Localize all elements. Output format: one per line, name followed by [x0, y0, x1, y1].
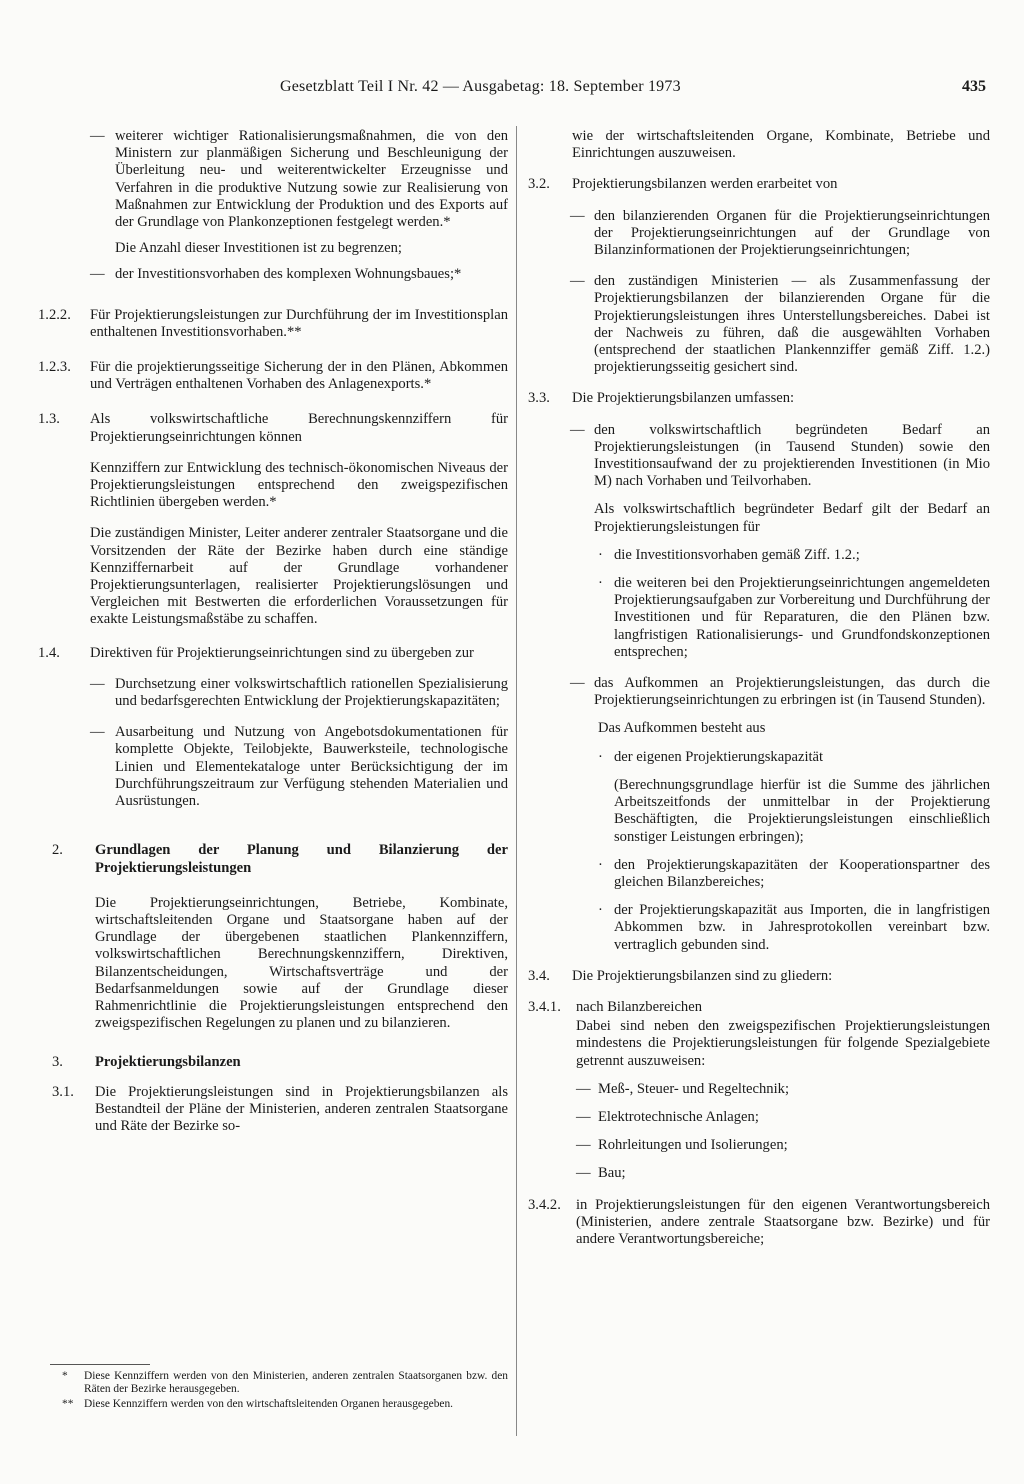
paragraph: wie der wirtschaftsleitenden Organe, Kombinate, Betriebe und Einrichtungen auszuweisen. [572, 128, 990, 162]
section-number: 3.4.1. [528, 998, 561, 1015]
bullet-item-text: die weiteren bei den Projektierungseinrichtungen angemeldeten Projektierungsaufgaben zur Vorbereitung und Durchführung der Investitionen und für Reparaturen, die den Plänen bzw. langfristigen Rationalisierungs- und Grundfondskonzeptionen entsprechen; [614, 575, 990, 660]
paragraph: Dabei sind neben den zweigspezifischen Projektierungsleistungen mindestens die Projektierungsleistungen für folgende Spezialgebiete getrennt auszuweisen: [576, 1018, 990, 1069]
bullet-marker: · [598, 546, 603, 563]
dash-marker: — [570, 273, 585, 290]
paragraph: Als volkswirtschaftlich begründeter Bedarf gilt der Bedarf an Projektierungsleistungen für [594, 501, 990, 535]
section-text: Die Projektierungsleistungen sind in Projektierungsbilanzen als Bestandteil der Pläne der Ministerien, anderen zentralen Staatsorgane und Räte der Bezirke so- [95, 1083, 508, 1134]
dash-item-text: Rohrleitungen und Isolierungen; [598, 1137, 788, 1154]
bullet-item-text: den Projektierungskapazitäten der Kooperationspartner des gleichen Bilanzbereiches; [614, 856, 990, 890]
dash-item-text: das Aufkommen an Projektierungsleistungen, das durch die Projektierungseinrichtungen zu erbringen ist (in Tausend Stunden). [594, 675, 990, 709]
bullet-item [528, 547, 990, 564]
dash-item-text: den bilanzierenden Organen für die Projektierungseinrichtungen der Projektierungseinrichtungen auf der Grundlage von Bilanzinformationen der Projektierungseinrichtungen; [594, 207, 990, 259]
dash-item [528, 422, 990, 491]
dash-marker: — [90, 724, 105, 741]
bullet-marker: · [598, 902, 603, 919]
dash-item [528, 675, 990, 709]
section-number: 3.2. [528, 176, 550, 193]
left-column [38, 128, 508, 1135]
section-3-4-2 [528, 1197, 990, 1249]
section-3-2 [528, 176, 990, 193]
section-number: 3.3. [528, 390, 550, 407]
dash-marker: — [576, 1165, 591, 1182]
bullet-item-text: der eigenen Projektierungskapazität [614, 748, 824, 765]
dash-item-text: der Investitionsvorhaben des komplexen Wohnungsbaues;* [115, 266, 462, 283]
section-text: Als volkswirtschaftliche Berechnungskennziffern für Projektierungseinrichtungen können [90, 411, 508, 445]
bullet-item [528, 575, 990, 661]
section-3-4 [528, 968, 990, 985]
dash-marker: — [576, 1108, 591, 1125]
section-number: 3.1. [52, 1083, 74, 1100]
bullet-marker: · [598, 748, 603, 765]
paragraph: Die Anzahl dieser Investitionen ist zu begrenzen; [115, 240, 402, 257]
section-number: 2. [52, 842, 63, 859]
dash-marker: — [570, 207, 585, 224]
dash-item-text: Durchsetzung einer volkswirtschaftlich rationellen Spezialisierung und bedarfsgerechten Entwicklung der Projektierungskapazitäten; [115, 675, 508, 710]
paragraph: Kennziffern zur Entwicklung des technisch-ökonomischen Niveaus der Projektierungsleistungen entsprechend den zweigspezifischen Richtlinien übergeben werden.* [90, 459, 508, 511]
bullet-item [528, 902, 990, 954]
footnote-marker: ** [62, 1398, 74, 1410]
bullet-item [528, 857, 990, 891]
section-text: nach Bilanzbereichen [576, 998, 703, 1015]
dash-item [528, 1109, 990, 1126]
dash-item-text: den volkswirtschaftlich begründeten Bedarf an Projektierungsleistungen (in Tausend Stunden) sowie den Investitionsaufwand der zu projektierenden Investitionen (in Mio M) nach Vorhaben und Teilvorhaben. [594, 421, 990, 490]
section-3-4-1 [528, 999, 990, 1016]
section-3-heading [38, 1054, 508, 1071]
section-title: Projektierungsbilanzen [95, 1054, 241, 1071]
footnote-text: Diese Kennziffern werden von den Ministerien, anderen zentralen Staatsorganen bzw. den Räten der Bezirke herausgegeben. [84, 1370, 508, 1395]
paragraph: Die Projektierungseinrichtungen, Betriebe, Kombinate, wirtschaftsleitenden Organe und Staatsorgane haben auf der Grundlage der übergebenen staatlichen Plankennziffern, volkswirtschaftlichen Berechnungskennziffern, Direktiven, Bilanzentscheidungen, Wirtschaftsverträge und der Bedarfsanmeldungen sowie auf der Grundlage dieser Rahmenrichtlinie die Projektierungsleistungen entsprechend den zweigspezifischen Regelungen zu planen und zu bilanzieren. [95, 894, 508, 1032]
section-text: Für Projektierungsleistungen zur Durchführung der im Investitionsplan enthaltenen Investitionsvorhaben.** [90, 306, 508, 340]
section-3-1 [38, 1084, 508, 1136]
dash-item [38, 724, 508, 810]
bullet-item-text: der Projektierungskapazität aus Importen, die in langfristigen Abkommen bzw. in Jahresprotokollen vereinbart bzw. vertraglich gebunden sind. [614, 902, 990, 953]
dash-item-text: weiterer wichtiger Rationalisierungsmaßnahmen, die von den Ministern zur planmäßigen Sicherung und Beschleunigung der Überleitung neu- und weiterentwickelter Erzeugnisse und Verfahren in die produktive Nutzung sowie zur Realisierung von Maßnahmen zur Entwicklung der Produktion und des Exports auf der Grundlage von Plankonzeptionen festgelegt werden.* [115, 128, 508, 231]
section-1-4 [38, 645, 508, 662]
section-number: 3.4. [528, 967, 550, 984]
section-3-3 [528, 390, 990, 407]
dash-marker: — [570, 675, 585, 692]
dash-item [528, 1081, 990, 1098]
right-column [528, 128, 990, 1248]
footnote-rule [50, 1364, 150, 1365]
dash-item [528, 1137, 990, 1154]
dash-item-text: den zuständigen Ministerien — als Zusammenfassung der Projektierungsbilanzen der bilanzierenden Organe für die Projektierungsleistungen ihres Unterstellungsbereiches. Dabei ist der Nachweis zu führen, daß die ausgewählten Vorhaben (entsprechend der staatlichen Plankennziffer gemäß Ziff. 1.2.) projektierungsseitig gesichert sind. [594, 273, 990, 376]
dash-item [528, 1165, 990, 1182]
dash-item [528, 273, 990, 376]
page-number: 435 [962, 78, 986, 95]
section-number: 1.2.3. [38, 359, 71, 376]
footnote-2 [38, 1398, 508, 1411]
section-number: 1.3. [38, 411, 60, 428]
paragraph: Die zuständigen Minister, Leiter anderer zentraler Staatsorgane und die Vorsitzenden der Räte der Bezirke haben durch eine ständige Kennziffernarbeit auf der Grundlage vorhandener Projektierungsunterlagen, realisierter Projektierungslösungen und Vergleichen mit Bestwerten die erforderlichen Voraussetzungen für exakte Leistungsmaßstäbe zu schaffen. [90, 525, 508, 628]
bullet-marker: · [598, 856, 603, 873]
dash-marker: — [576, 1137, 591, 1154]
section-title: Grundlagen der Planung und Bilanzierung der Projektierungsleistungen [95, 842, 508, 876]
section-text: Für die projektierungsseitige Sicherung der in den Plänen, Abkommen und Verträgen enthaltenen Vorhaben des Anlagenexports.* [90, 359, 508, 393]
section-text: in Projektierungsleistungen für den eigenen Verantwortungsbereich (Ministerien, andere zentrale Staatsorgane bzw. Bezirke) und für andere Verantwortungsbereiche; [576, 1196, 990, 1247]
bullet-marker: · [598, 575, 603, 592]
column-divider [516, 126, 517, 1436]
section-number: 3. [52, 1054, 63, 1071]
section-2-heading [38, 842, 508, 876]
dash-item-text: Elektrotechnische Anlagen; [598, 1108, 759, 1125]
dash-marker: — [570, 421, 585, 438]
page-header [280, 78, 986, 100]
dash-item-text: Ausarbeitung und Nutzung von Angebotsdokumentationen für komplette Objekte, Teilobjekte, Bauwerksteile, technologische Linien und Elementekataloge unter Berücksichtigung der im Durchführungszeitraum zur Verfügung stehenden Materialien und Ausrüstungen. [115, 724, 508, 810]
paragraph: Das Aufkommen besteht aus [598, 720, 766, 737]
dash-item-text: Meß-, Steuer- und Regeltechnik; [598, 1080, 789, 1097]
section-1-3 [38, 411, 508, 445]
header-title: Gesetzblatt Teil I Nr. 42 — Ausgabetag: 18. September 1973 [280, 78, 681, 95]
footnote-text: Diese Kennziffern werden von den wirtschaftsleitenden Organen herausgegeben. [84, 1398, 453, 1410]
dash-item [38, 266, 508, 283]
section-text: Die Projektierungsbilanzen sind zu gliedern: [572, 967, 833, 984]
paragraph: (Berechnungsgrundlage hierfür ist die Summe des jährlichen Arbeitszeitfonds der unmittelbar in der Projektierung Beschäftigten, die Projektierungsleistungen einschließlich sonstiger Leistungen erbringen); [614, 776, 990, 845]
section-number: 3.4.2. [528, 1196, 561, 1213]
section-1-2-3 [38, 359, 508, 393]
section-text: Die Projektierungsbilanzen umfassen: [572, 390, 795, 407]
section-text: Projektierungsbilanzen werden erarbeitet von [572, 176, 838, 193]
footnote-1 [38, 1370, 508, 1396]
section-number: 1.4. [38, 644, 60, 661]
section-text: Direktiven für Projektierungseinrichtungen sind zu übergeben zur [90, 644, 474, 661]
bullet-item-text: die Investitionsvorhaben gemäß Ziff. 1.2.; [614, 546, 860, 563]
dash-marker: — [576, 1080, 591, 1097]
footnote-marker: * [62, 1370, 68, 1382]
dash-marker: — [90, 675, 105, 692]
dash-item [38, 676, 508, 710]
dash-item-text: Bau; [598, 1165, 626, 1182]
dash-item [38, 128, 508, 231]
dash-item [528, 208, 990, 260]
dash-marker: — [90, 266, 105, 283]
dash-marker: — [90, 128, 105, 144]
section-number: 1.2.2. [38, 306, 71, 323]
bullet-item [528, 749, 990, 766]
section-1-2-2 [38, 307, 508, 341]
